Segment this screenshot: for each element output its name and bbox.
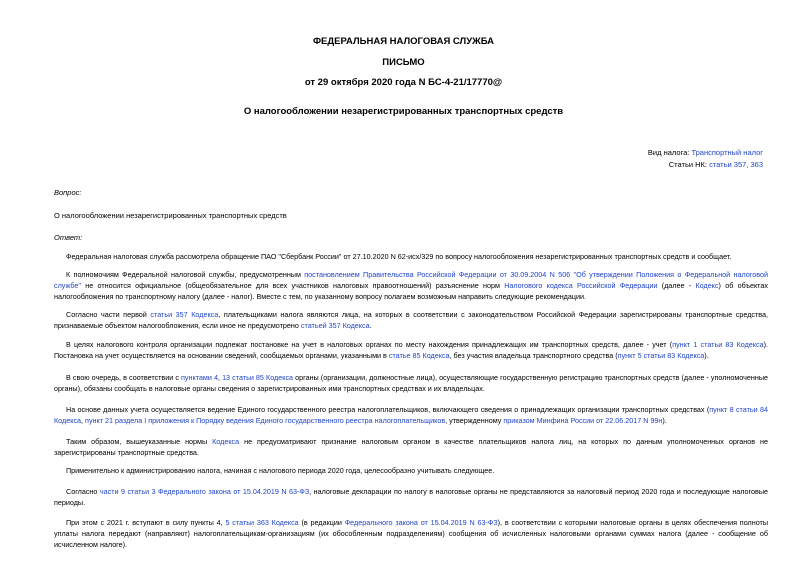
paragraph	[54, 486, 768, 508]
doc-link[interactable]: пункт 21 раздела I приложения к Порядку ведения Единого государственного реестра налогоплательщиков	[85, 416, 446, 425]
paragraph-text: .	[369, 321, 372, 330]
doc-link[interactable]: пунктами 4	[181, 373, 218, 382]
doc-link[interactable]: пункт 5 статьи 83 Кодекса	[617, 351, 705, 360]
doc-link[interactable]: Налогового кодекса Российской Федерации	[504, 281, 658, 290]
doc-link[interactable]: статье 85 Кодекса	[388, 351, 450, 360]
doc-link[interactable]: статьи 357 Кодекса	[150, 310, 219, 319]
doc-link[interactable]: постановлением Правительства Российской Федерации от 30.09.2004 N 506 "Об утверждении Положения о Федеральной налоговой службе"	[54, 270, 768, 290]
paragraph-text: ,	[81, 416, 86, 425]
doc-link[interactable]: части 9 статьи 3 Федерального закона от 15.04.2019 N 63-ФЗ	[99, 487, 310, 496]
tax-type-link[interactable]: Транспортный налог	[691, 148, 763, 157]
paragraph-text: (далее -	[657, 281, 696, 290]
paragraph-text: (в редакции	[298, 518, 345, 527]
tax-articles-line	[669, 160, 763, 169]
paragraph-text: , налоговые декларации по налогу в налоговые органы не представляются за налоговый период 2020 года и последующие налоговые периоды.	[54, 487, 768, 507]
paragraph-text: ), в соответствии с которыми налоговые органы в целях обеспечения полноты уплаты налога передают (направляют) налогоплательщикам-организациям (их обособленным подразделениям) сообщения об исчисленных налоговыми органами суммах налога (далее - сообщение об исчисленном налоге).	[54, 518, 768, 549]
paragraph-text: , без участия владельца транспортного средства (	[449, 351, 618, 360]
paragraph-text: Федеральная налоговая служба рассмотрела обращение ПАО "Сбербанк России" от 27.10.2020 N 62-исх/329 по вопросу налогообложения незарегистрированных транспортных средств и сообщает.	[66, 252, 732, 261]
paragraph	[54, 436, 768, 458]
paragraph-text: ,	[217, 373, 223, 382]
paragraph-text: Применительно к администрированию налога, начиная с налогового периода 2020 года, целесообразно учитывать следующее.	[66, 466, 495, 475]
paragraph-text: ).	[662, 416, 667, 425]
question-label: Вопрос:	[54, 188, 82, 197]
doc-link[interactable]: 5 статьи 363 Кодекса	[225, 518, 299, 527]
doc-type: ПИСЬМО	[382, 57, 425, 68]
paragraph-text: ). Постановка на учет осуществляется на основании сведений, сообщаемых органами, указанными в	[54, 340, 768, 360]
doc-link[interactable]: Федерального закона от 15.04.2019 N 63-ФЗ	[344, 518, 498, 527]
paragraph-text: К полномочиям Федеральной налоговой службы, предусмотренным	[66, 270, 305, 279]
paragraph-text: При этом с 2021 г. вступают в силу пункты 4,	[66, 518, 226, 527]
paragraph-text: не предусматривают признание налоговым органом в качестве плательщиков налога лиц, на которых по данным уполномоченных органов не зарегистрированы транспортные средства.	[54, 437, 769, 457]
tax-articles-link[interactable]: статьи 357, 363	[709, 160, 763, 169]
paragraph	[54, 269, 768, 302]
doc-link[interactable]: статьей 357 Кодекса	[300, 321, 370, 330]
paragraph-text: Таким образом, вышеуказанные нормы	[66, 437, 213, 446]
paragraph-text: не относится официальное (общеобязательное для всех участников налоговых правоотношений) разъяснение норм	[80, 281, 505, 290]
paragraph	[54, 465, 768, 476]
paragraph-text: На основе данных учета осуществляется ведение Единого государственного реестра налогоплательщиков, включающего сведения о принадлежащих организации транспортных средствах (	[66, 405, 710, 414]
paragraph-text: ).	[704, 351, 709, 360]
paragraph	[54, 339, 768, 361]
paragraph-text: Согласно	[66, 487, 100, 496]
paragraph-text: , утвержденному	[445, 416, 504, 425]
org-title: ФЕДЕРАЛЬНАЯ НАЛОГОВАЯ СЛУЖБА	[312, 36, 495, 47]
tax-type-line	[648, 148, 763, 157]
doc-date-number: от 29 октября 2020 года N БС-4-21/17770@	[304, 77, 503, 88]
doc-link[interactable]: пункт 8 статьи 84 Кодекса	[54, 405, 768, 425]
doc-link[interactable]: приказом Минфина России от 22.06.2017 N 99н	[503, 416, 663, 425]
paragraph	[54, 372, 768, 394]
paragraph-text: органы (организации, должностные лица), осуществляющие государственную регистрацию транспортных средств (далее - уполномоченные органы), обязаны сообщать в налоговые органы сведения о зарегистрированных ими транспортных средствах и их владельцах.	[54, 373, 768, 393]
doc-link[interactable]: пункт 1 статьи 83 Кодекса	[672, 340, 764, 349]
tax-articles-label: Статьи НК:	[668, 160, 710, 169]
doc-link[interactable]: Кодекса	[212, 437, 240, 446]
paragraph-text: В целях налогового контроля организации подлежат постановке на учет в налоговых органах по месту нахождения принадлежащих им транспортных средств, далее - учет (	[66, 340, 673, 349]
doc-link[interactable]: Кодекс	[695, 281, 719, 290]
answer-label: Ответ:	[54, 233, 83, 242]
paragraph-text: , плательщиками налога являются лица, на которых в соответствии с законодательством Российской Федерации зарегистрированы транспортные средства, признаваемые объектом налогообложения, если иное не предусмотрено	[54, 310, 769, 330]
paragraph	[54, 517, 768, 550]
paragraph	[54, 251, 768, 262]
paragraph-text: Согласно части первой	[66, 310, 151, 319]
doc-subject: О налогообложении незарегистрированных транспортных средств	[243, 106, 564, 117]
paragraph-text: ) об объектах налогообложения по транспортному налогу (далее - налог). Вместе с тем, по указанному вопросу полагаем возможным направить следующие рекомендации.	[54, 281, 768, 301]
paragraph-text: В свою очередь, в соответствии с	[66, 373, 182, 382]
paragraph	[54, 404, 768, 426]
paragraph	[54, 309, 768, 331]
doc-link[interactable]: 13 статьи 85 Кодекса	[222, 373, 294, 382]
tax-type-label: Вид налога:	[647, 148, 692, 157]
question-text: О налогообложении незарегистрированных транспортных средств	[54, 211, 287, 220]
